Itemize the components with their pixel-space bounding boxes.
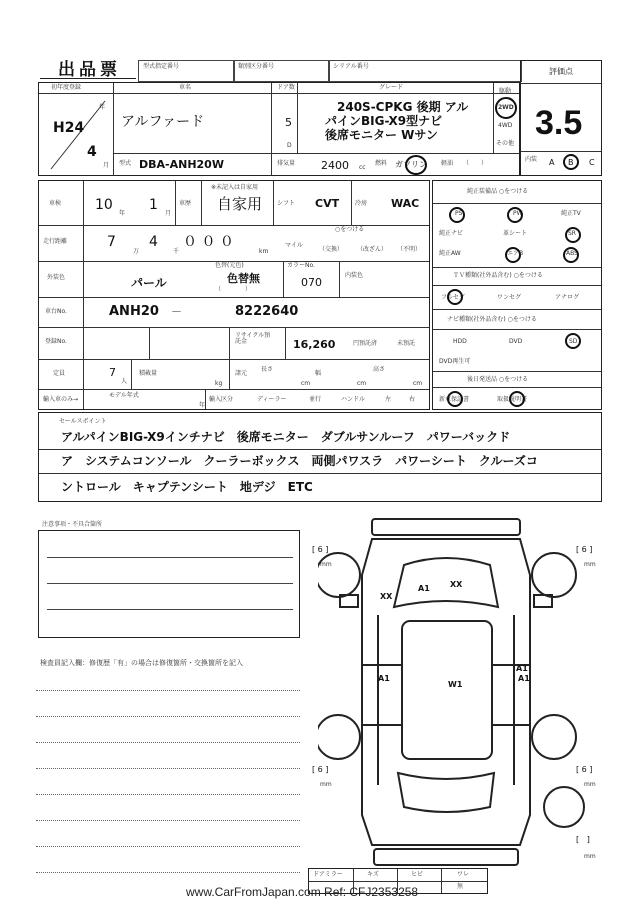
reg-month: 4 bbox=[87, 144, 97, 160]
ext-color-label: 外装色 bbox=[47, 274, 66, 281]
mileage-d1: 7 bbox=[107, 234, 116, 250]
circle-note: ○をつける bbox=[335, 226, 365, 233]
recycle-label: リサイクル預託金 bbox=[235, 332, 271, 345]
doors-value: 5 bbox=[285, 116, 292, 129]
era-year: H24 bbox=[53, 120, 85, 136]
navi-sd-circle bbox=[565, 333, 581, 349]
extras-manual-circle bbox=[509, 391, 525, 407]
tread-rl: [ 6 ] bbox=[312, 765, 329, 774]
mark-hood-2: XX bbox=[450, 580, 463, 589]
chassis-model: ANH20 bbox=[109, 304, 159, 319]
mark-front-left: XX bbox=[380, 592, 393, 601]
mark-roof: W1 bbox=[448, 680, 463, 689]
sales-point-line-2: ア システムコンソール クーラーボックス 両側パワスラ パワーシート クルーズコ bbox=[61, 454, 538, 468]
tread-rr: [ 6 ] bbox=[576, 765, 593, 774]
first-reg-label: 初年度登録 bbox=[51, 84, 82, 91]
color-no: 070 bbox=[301, 276, 322, 289]
header-class-box: 類別区分番号 bbox=[233, 60, 330, 82]
mileage-rest: ０ ０ ０ bbox=[183, 234, 234, 250]
equip-ps-circle bbox=[449, 207, 465, 223]
drive-other: その他 bbox=[496, 140, 515, 147]
drive-4wd: 4WD bbox=[498, 122, 513, 129]
grade-line-3: 後席モニター Wサン bbox=[325, 128, 438, 142]
sales-point-label: セールスポイント bbox=[59, 418, 107, 425]
color-no-label: カラーNo. bbox=[287, 262, 315, 269]
notes-label: 注意事項・不具合箇所 bbox=[42, 521, 103, 528]
tread-spare: [ ] bbox=[576, 835, 590, 844]
drive-label: 駆動 bbox=[499, 88, 512, 95]
equipment-title: 純正装備品 ○をつける bbox=[467, 188, 529, 195]
sheet-title: 出品票 bbox=[58, 60, 121, 80]
reg-no-label: 登録No. bbox=[45, 338, 67, 345]
tv-title: ＴＶ種類(社外品含む) ○をつける bbox=[453, 272, 543, 279]
capacity: 7 bbox=[109, 366, 116, 379]
recycle-value: 16,260 bbox=[293, 338, 336, 351]
shift-label: シフト bbox=[277, 200, 296, 207]
chassis-no: 8222640 bbox=[235, 304, 299, 319]
model-label: 型式 bbox=[119, 160, 132, 167]
chassis-label: 車台No. bbox=[45, 308, 67, 315]
sales-point-line-3: ントロール キャプテンシート 地デジ ETC bbox=[61, 480, 313, 494]
tv-fullseg-circle bbox=[447, 289, 463, 305]
drive-2wd: 2WD bbox=[498, 104, 514, 111]
color-swap: 色替無 bbox=[227, 272, 260, 285]
interior-label: 内装 bbox=[525, 156, 538, 163]
extras-warranty-circle bbox=[447, 391, 463, 407]
mark-right-rear: A1 bbox=[518, 674, 530, 683]
grade-label: グレード bbox=[379, 84, 404, 91]
header-serial-box: シリアル番号 bbox=[328, 60, 522, 82]
ac-label: 冷房 bbox=[355, 200, 368, 207]
score-value: 3.5 bbox=[535, 104, 583, 142]
score-label: 評価点 bbox=[549, 67, 573, 76]
inspection-label: 車検 bbox=[49, 200, 62, 207]
fuel-value: ガソリン bbox=[395, 160, 427, 169]
ext-color: パール bbox=[131, 276, 167, 290]
sales-point-box bbox=[38, 412, 602, 502]
mileage-label: 走行距離 bbox=[43, 238, 68, 245]
notes-box bbox=[38, 530, 300, 638]
model-code: DBA-ANH20W bbox=[139, 158, 224, 171]
import-label: 輸入車のみ→ bbox=[43, 396, 79, 403]
mileage-d2: 4 bbox=[149, 234, 158, 250]
shift-value: CVT bbox=[315, 197, 340, 210]
equip-airb-circle bbox=[505, 247, 521, 263]
mark-left-door: A1 bbox=[378, 674, 390, 683]
vehicle-detail-box: 車検 10 年 1 月 車歴 ※未記入は自家用 自家用 シフト CVT 冷房 WAC 走行距離 7 万 4 千 ０ ０ ０ km ○をつける マイル （交換） （改ざん） （不明） 外装色 パール 色替(元色) 色替無 （ ） カラーNo. 070 内装色 車台No. ANH20 － 8222640 登録No. リサイクル預託金 16,260 円預託済 未預託 定員 7 人 積載量 kg 諸元 長さ cm 幅 cm 高さ cm 輸入車のみ→ モデル年式 年 輸入区分 ディーラー 並行 ハンドル 左 右 bbox=[38, 180, 430, 410]
ac-value: WAC bbox=[391, 197, 420, 210]
sales-point-line-1: アルパインBIG-X9インチナビ 後席モニター ダブルサンルーフ パワーバックド bbox=[61, 430, 511, 444]
capacity-label: 定員 bbox=[53, 370, 66, 377]
displacement: 2400 bbox=[321, 159, 349, 172]
inspector-label: 検査員記入欄：修復歴「有」の場合は修復箇所・交換箇所を記入 bbox=[40, 659, 243, 667]
equipment-box: 純正装備品 ○をつける PS PW 純正TV 純正ナビ 革シート SR 純正AW エアB ABS ＴＶ種類(社外品含む) ○をつける フルセグ ワンセグ アナログ ナビ種類(社外品含む) ○をつける HDD DVD SD DVD再生可 後日発送品 ○をつける 新車保証書 取扱説明書 bbox=[432, 180, 602, 410]
mark-right-door: A1 bbox=[516, 664, 528, 673]
watermark: www.CarFromJapan.com Ref: CFJ2353258 bbox=[186, 885, 419, 899]
inspection-year: 10 bbox=[95, 197, 113, 213]
header-model-box: 型式指定番号 bbox=[138, 60, 235, 82]
history-value: 自家用 bbox=[217, 195, 263, 213]
grade-line-2: パインBIG-X9型ナビ bbox=[325, 114, 443, 128]
equip-abs-circle bbox=[563, 247, 579, 263]
inspection-month: 1 bbox=[149, 197, 158, 213]
doors-label: ドア数 bbox=[277, 84, 295, 91]
mark-hood: A1 bbox=[418, 584, 430, 593]
history-label: 車歴 bbox=[179, 200, 192, 207]
tread-fr: [ 6 ] bbox=[576, 545, 593, 554]
vehicle-basic-box: 初年度登録 車名 ドア数 グレード H24 年 4 月 アルファード 5 D 240S-CPKG 後期 アル パインBIG-X9型ナビ 後席モニター Wサン 駆動 2WD 4WD その他 型式 DBA-ANH20W 排気量 2400 cc 燃料 ガソリン 軽油 （ ） bbox=[38, 82, 520, 176]
legend-table: ドアミラー キズ ヒビ ワレ 無 bbox=[308, 868, 488, 894]
equip-pw-circle bbox=[507, 207, 523, 223]
fuel-label: 燃料 bbox=[375, 160, 388, 167]
car-name: アルファード bbox=[121, 114, 205, 130]
extras-title: 後日発送品 ○をつける bbox=[467, 376, 529, 383]
tread-fl: [ 6 ] bbox=[312, 545, 329, 554]
car-damage-diagram bbox=[318, 515, 608, 885]
navi-title: ナビ種類(社外品含む) ○をつける bbox=[447, 316, 537, 323]
score-box: 評価点 3.5 内装 A B C bbox=[520, 60, 602, 176]
grade-line-1: 240S-CPKG 後期 アル bbox=[337, 100, 469, 114]
displacement-label: 排気量 bbox=[277, 160, 296, 167]
car-name-label: 車名 bbox=[179, 84, 192, 91]
